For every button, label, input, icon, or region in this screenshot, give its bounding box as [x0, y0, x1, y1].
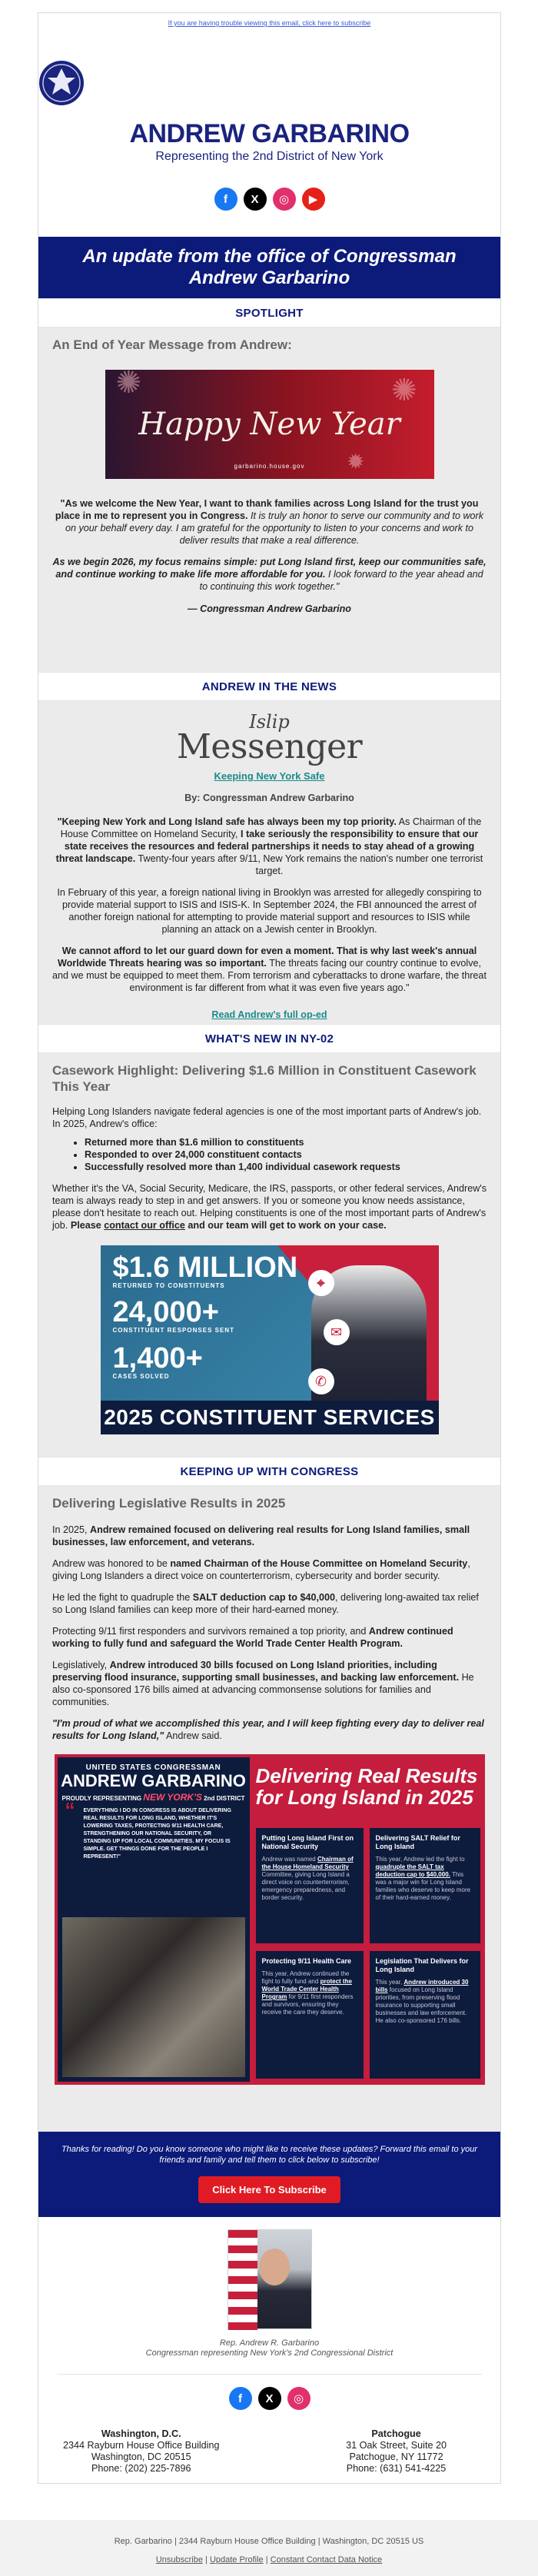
congress-paragraph-4	[52, 1625, 487, 1650]
card-3-title: Protecting 9/11 Health Care	[261, 1957, 352, 1965]
caption-line-1: Rep. Andrew R. Garbarino	[219, 2338, 320, 2348]
spotlight-signature: — Congressman Andrew Garbarino	[188, 603, 351, 614]
card-2-title: Delivering SALT Relief for Long Island	[375, 1834, 460, 1850]
photo-collage	[62, 1917, 245, 2077]
ny02-bullet: • Returned more than $1.6 million to constituents	[85, 1136, 487, 1148]
spotlight-paragraph-2	[52, 556, 487, 593]
flag-backdrop	[228, 2230, 257, 2330]
c-p2-rest: , giving Long Islanders a direct voice on counterterrorism, cybersecurity and border security.	[52, 1558, 470, 1581]
card-salt-relief	[370, 1828, 480, 1943]
ny02-p2-start: Whether it's the VA, Social Security, Medicare, the IRS, passports, or other federal services, Andrew's team is always ready to step in and get answers. If you or someone you know needs assistance, please don't hesitate to reach out. Helping constituents is one of the most important parts of Andrew's job.	[52, 1183, 487, 1231]
spotlight-header: SPOTLIGHT	[38, 298, 500, 327]
banner-url: garbarino.house.gov	[234, 463, 305, 470]
unsubscribe-link[interactable]: Unsubscribe	[155, 2555, 203, 2564]
email-container	[38, 12, 501, 2484]
card-4-post: focused on Long Island priorities, from preserving flood insurance to supporting small businesses and law enforcement. He also co-sponsored 176 bills.	[375, 1986, 467, 2024]
news-section	[38, 701, 500, 1024]
ny02-bullet: • Responded to over 24,000 constituent contacts	[85, 1148, 487, 1161]
card-1-highlight: Chairman of the House Homeland Security	[261, 1856, 354, 1870]
news-p1-bold2: I take seriously the responsibility to ensure that our state receives the resources and federal partnerships it needs to stay ahead of a growing threat landscape.	[55, 829, 479, 864]
card-911-health	[256, 1951, 364, 2079]
read-full-op-ed-link[interactable]: Read Andrew's full op-ed	[211, 1009, 327, 1020]
stat-3	[113, 1344, 203, 1380]
c-p2-bold: named Chairman of the House Committee on Homeland Security	[170, 1558, 468, 1569]
dc-office-title: Washington, D.C.	[101, 2428, 181, 2439]
house-seal-icon	[38, 59, 85, 107]
congress-paragraph-5	[52, 1659, 487, 1708]
face	[259, 2249, 290, 2285]
stat-1-value: $1.6 MILLION	[112, 1251, 298, 1284]
news-header: ANDREW IN THE NEWS	[38, 672, 500, 701]
graphic-sub2: NEW YORK'S	[143, 1792, 202, 1803]
hero-banner: An update from the office of Congressman Andrew Garbarino	[38, 237, 500, 298]
c-p3-start: He led the fight to quadruple the	[52, 1592, 193, 1603]
patchogue-office	[346, 2428, 447, 2475]
phone-icon: ✆	[308, 1368, 334, 1394]
ny02-header: WHAT'S NEW IN NY-02	[38, 1024, 500, 1053]
ny02-bullet: • Successfully resolved more than 1,400 individual casework requests	[85, 1161, 487, 1173]
banner-text: Happy New Year	[138, 407, 400, 442]
stat-3-label: CASES SOLVED	[112, 1373, 170, 1380]
bottom-footer: Rep. Garbarino | 2344 Rayburn House Office Building | Washington, DC 20515 US Unsubscribe | Update Profile | Constant Contact Data Notice	[0, 2520, 538, 2576]
card-1-pre: Andrew was named	[261, 1856, 317, 1863]
instagram-icon[interactable]: ◎	[287, 2387, 311, 2410]
news-p1-bold1: "Keeping New York and Long Island safe has always been my top priority.	[57, 816, 397, 827]
c-p5-bold: Andrew introduced 30 bills focused on Long Island priorities, including preserving flood insurance, supporting small businesses, and backing law enforcement.	[52, 1660, 460, 1683]
data-notice-link[interactable]: Constant Contact Data Notice	[270, 2555, 383, 2564]
pg-phone: Phone: (631) 541-4225	[346, 2463, 447, 2474]
graphic-left-panel	[58, 1757, 250, 2082]
card-4-title: Legislation That Delivers for Long Island	[375, 1957, 469, 1973]
graphic-right-title: Delivering Real Results for Long Island in 2025	[255, 1764, 478, 1809]
ny02-paragraph-2	[52, 1182, 487, 1231]
c-p1-bold: Andrew remained focused on delivering real results for Long Island families, small businesses, law enforcement, and veterans.	[52, 1524, 470, 1547]
youtube-icon[interactable]: ▶	[302, 188, 325, 211]
footer-section	[38, 2229, 500, 2483]
graphic-sub3: 2nd DISTRICT	[204, 1795, 245, 1802]
stat-1	[113, 1253, 298, 1289]
c-quote-rest: Andrew said.	[164, 1730, 222, 1741]
dc-phone: Phone: (202) 225-7896	[91, 2463, 191, 2474]
c-p4-bold: Andrew continued working to fully fund and safeguard the World Trade Center Health Program.	[52, 1626, 453, 1649]
logo-top: Islip	[249, 711, 290, 733]
card-3-pre: This year, Andrew continued the fight to fully fund and	[261, 1970, 350, 1985]
facebook-icon[interactable]: f	[214, 188, 237, 211]
location-pin-icon: ⌖	[308, 1270, 334, 1296]
congress-paragraph-1	[52, 1524, 487, 1548]
c-p3-rest: , delivering long-awaited tax relief so Long Island families can keep more of their hard-earned money.	[52, 1592, 479, 1615]
dc-address-2: Washington, DC 20515	[91, 2451, 191, 2462]
news-p1-mid: As Chairman of the House Committee on Homeland Security,	[60, 816, 482, 839]
news-p1-rest: Twenty-four years after 9/11, New York remains the nation's number one terrorist target.	[135, 853, 483, 876]
subscribe-button[interactable]: Click Here To Subscribe	[198, 2176, 340, 2203]
stat-2-label: CONSTITUENT RESPONSES SENT	[112, 1327, 234, 1334]
x-icon[interactable]: X	[244, 188, 267, 211]
spotlight-title: An End of Year Message from Andrew:	[52, 337, 292, 352]
headshot-caption	[38, 2338, 500, 2358]
congress-header: KEEPING UP WITH CONGRESS	[38, 1457, 500, 1486]
congress-section	[38, 1486, 500, 2132]
caption-line-2: Congressman representing New York's 2nd Congressional District	[145, 2348, 394, 2358]
card-2-post: This was a major win for Long Island families who deserve to keep more of their hard-earned money.	[375, 1871, 471, 1901]
spotlight-p1-bold: "As we welcome the New Year, I want to thank families across Long Island for the trust you place in me to represent you in Congress.	[55, 498, 479, 521]
subscribe-text: Thanks for reading! Do you know someone who might like to receive these updates? Forward this email to your friends and family and tell them to click below to subscribe!	[61, 2145, 478, 2165]
graphic-sub1: PROUDLY REPRESENTING	[61, 1795, 142, 1802]
facebook-icon[interactable]: f	[229, 2387, 252, 2410]
pg-office-title: Patchogue	[371, 2428, 421, 2439]
news-paragraph-3	[52, 945, 487, 994]
stat-2-value: 24,000+	[112, 1296, 219, 1328]
instagram-icon[interactable]: ◎	[273, 188, 296, 211]
congress-quote	[52, 1717, 487, 1742]
spotlight-p2-bold: As we begin 2026, my focus remains simple: put Long Island first, keep our communities safe, and continue working to make life more affordable for you.	[52, 557, 487, 580]
c-p3-bold: SALT deduction cap to $40,000	[192, 1592, 335, 1603]
news-paragraph-2: In February of this year, a foreign national living in Brooklyn was arrested for allegedly conspiring to provide material support to ISIS and ISIS-K. In September 2024, the FBI announced the arrest of another foreign national for attempting to provide material support and resources to ISIS while planning an attack on a Jewish center in Brooklyn.	[57, 887, 482, 935]
ny02-p2-bold1: Please	[70, 1220, 105, 1231]
c-p5-start: Legislatively,	[52, 1660, 110, 1670]
spotlight-p1-rest: It is truly an honor to serve our community and to work on your behalf every day. I am grateful for the opportunity to listen to your concerns and work to deliver results that make a real difference.	[65, 510, 484, 546]
news-byline: By: Congressman Andrew Garbarino	[184, 793, 354, 803]
logo-main: Messenger	[176, 727, 363, 766]
c-quote-bold: "I'm proud of what we accomplished this year, and I will keep fighting every day to deliver real results for Long Island,"	[52, 1718, 484, 1741]
news-p3-rest: The threats facing our country continue to evolve, and we must be equipped to meet them. From terrorism and cyberattacks to drone warfare, the threat environment is far different from what it was even five years ago."	[52, 958, 487, 993]
c-p1-start: In 2025,	[52, 1524, 91, 1535]
card-3-post: for 9/11 first responders and survivors, ensuring they receive the care they deserve.	[261, 1993, 354, 2016]
news-p3-bold: We cannot afford to let our guard down for even a moment. That is why last week's annual Worldwide Threats hearing was so important.	[57, 946, 477, 969]
ny02-intro: Helping Long Islanders navigate federal agencies is one of the most important parts of Andrew's job. In 2025, Andrew's office:	[52, 1106, 482, 1129]
card-4-highlight: Andrew introduced 30 bills	[375, 1979, 469, 1993]
x-icon[interactable]: X	[258, 2387, 281, 2410]
pg-address-2: Patchogue, NY 11772	[349, 2451, 443, 2462]
contact-office-link[interactable]: contact our office	[104, 1220, 185, 1231]
bottom-address: Rep. Garbarino | 2344 Rayburn House Office Building | Washington, DC 20515 US	[114, 2537, 424, 2546]
card-2-pre: This year, Andrew led the fight to	[375, 1856, 465, 1863]
c-p5-rest: He also co-sponsored 176 bills aimed at advancing commonsense solutions for families and communities.	[52, 1672, 474, 1707]
graphic-left-top: UNITED STATES CONGRESSMAN	[85, 1763, 221, 1772]
subscribe-section	[38, 2132, 500, 2217]
ny02-p2-bold2: and our team will get to work on your case.	[184, 1220, 387, 1231]
news-article-link[interactable]: Keeping New York Safe	[214, 770, 325, 782]
graphic-left-name: ANDREW GARBARINO	[61, 1771, 246, 1790]
office-addresses	[38, 2428, 500, 2475]
news-paragraph-1	[52, 816, 487, 877]
card-1-post: Committee, giving Long Island a direct voice on counterterrorism, emergency preparedness, and border security.	[261, 1871, 350, 1901]
graphic-left-subtitle	[58, 1792, 250, 1803]
card-3-highlight: protect the World Trade Center Health Program	[261, 1978, 352, 2000]
masthead-subtitle: Representing the 2nd District of New York	[155, 150, 384, 163]
graphic-bottom-bar: 2025 CONSTITUENT SERVICES	[101, 1401, 439, 1434]
footer-social-links	[38, 2387, 500, 2410]
congress-paragraph-3	[52, 1591, 487, 1616]
quote-mark-icon: “	[65, 1798, 75, 1821]
card-legislation	[370, 1951, 480, 2079]
islip-messenger-logo	[52, 713, 487, 764]
ny02-bullets	[85, 1136, 487, 1173]
ny02-title: Casework Highlight: Delivering $1.6 Million in Constituent Casework This Year	[52, 1063, 477, 1094]
legislative-results-graphic	[55, 1754, 485, 2085]
spotlight-section	[38, 327, 500, 672]
spotlight-paragraph-1	[52, 497, 487, 547]
c-p4-start: Protecting 9/11 first responders and survivors remained a top priority, and	[52, 1626, 369, 1637]
update-profile-link[interactable]: Update Profile	[209, 2555, 264, 2564]
social-links	[38, 188, 500, 211]
envelope-icon: ✉	[324, 1319, 350, 1345]
happy-new-year-banner[interactable]: ✺ ✺ ✹ Happy New Year garbarino.house.gov	[105, 370, 434, 479]
c-p2-start: Andrew was honored to be	[52, 1558, 171, 1569]
card-national-security	[256, 1828, 364, 1943]
constituent-services-graphic	[101, 1245, 439, 1434]
spotlight-p2-rest: I look forward to the year ahead and to continuing this work together."	[199, 569, 483, 592]
card-2-highlight: quadruple the SALT tax deduction cap to $40,000.	[375, 1863, 450, 1878]
dc-office	[63, 2428, 220, 2475]
stat-3-value: 1,400+	[112, 1342, 203, 1374]
pg-address-1: 31 Oak Street, Suite 20	[346, 2440, 447, 2451]
congress-paragraph-2	[52, 1557, 487, 1582]
masthead	[38, 120, 500, 165]
masthead-name: ANDREW GARBARINO	[129, 119, 410, 148]
ny02-section	[38, 1053, 500, 1457]
congress-title: Delivering Legislative Results in 2025	[52, 1496, 286, 1511]
graphic-quote-text: EVERYTHING I DO IN CONGRESS IS ABOUT DELIVERING REAL RESULTS FOR LONG ISLAND, WHETHER IT'S LOWERING TAXES, PROTECTING 9/11 HEALTH CARE, STRENGTHENING OUR NATIONAL SECURITY, OR STANDING UP FOR LOCAL COMMUNITIES. MY FOCUS IS SIMPLE. GET THINGS DONE FOR THE PEOPLE I REPRESENT!"	[83, 1808, 231, 1860]
stat-2	[113, 1298, 234, 1334]
top-note-link[interactable]: If you are having trouble viewing this email, click here to subscribe	[168, 19, 371, 27]
card-1-title: Putting Long Island First on National Security	[261, 1834, 354, 1850]
card-4-pre: This year,	[375, 1979, 404, 1986]
stat-1-label: RETURNED TO CONSTITUENTS	[112, 1282, 225, 1289]
headshot-photo	[227, 2229, 312, 2329]
dc-address-1: 2344 Rayburn House Office Building	[63, 2440, 220, 2451]
